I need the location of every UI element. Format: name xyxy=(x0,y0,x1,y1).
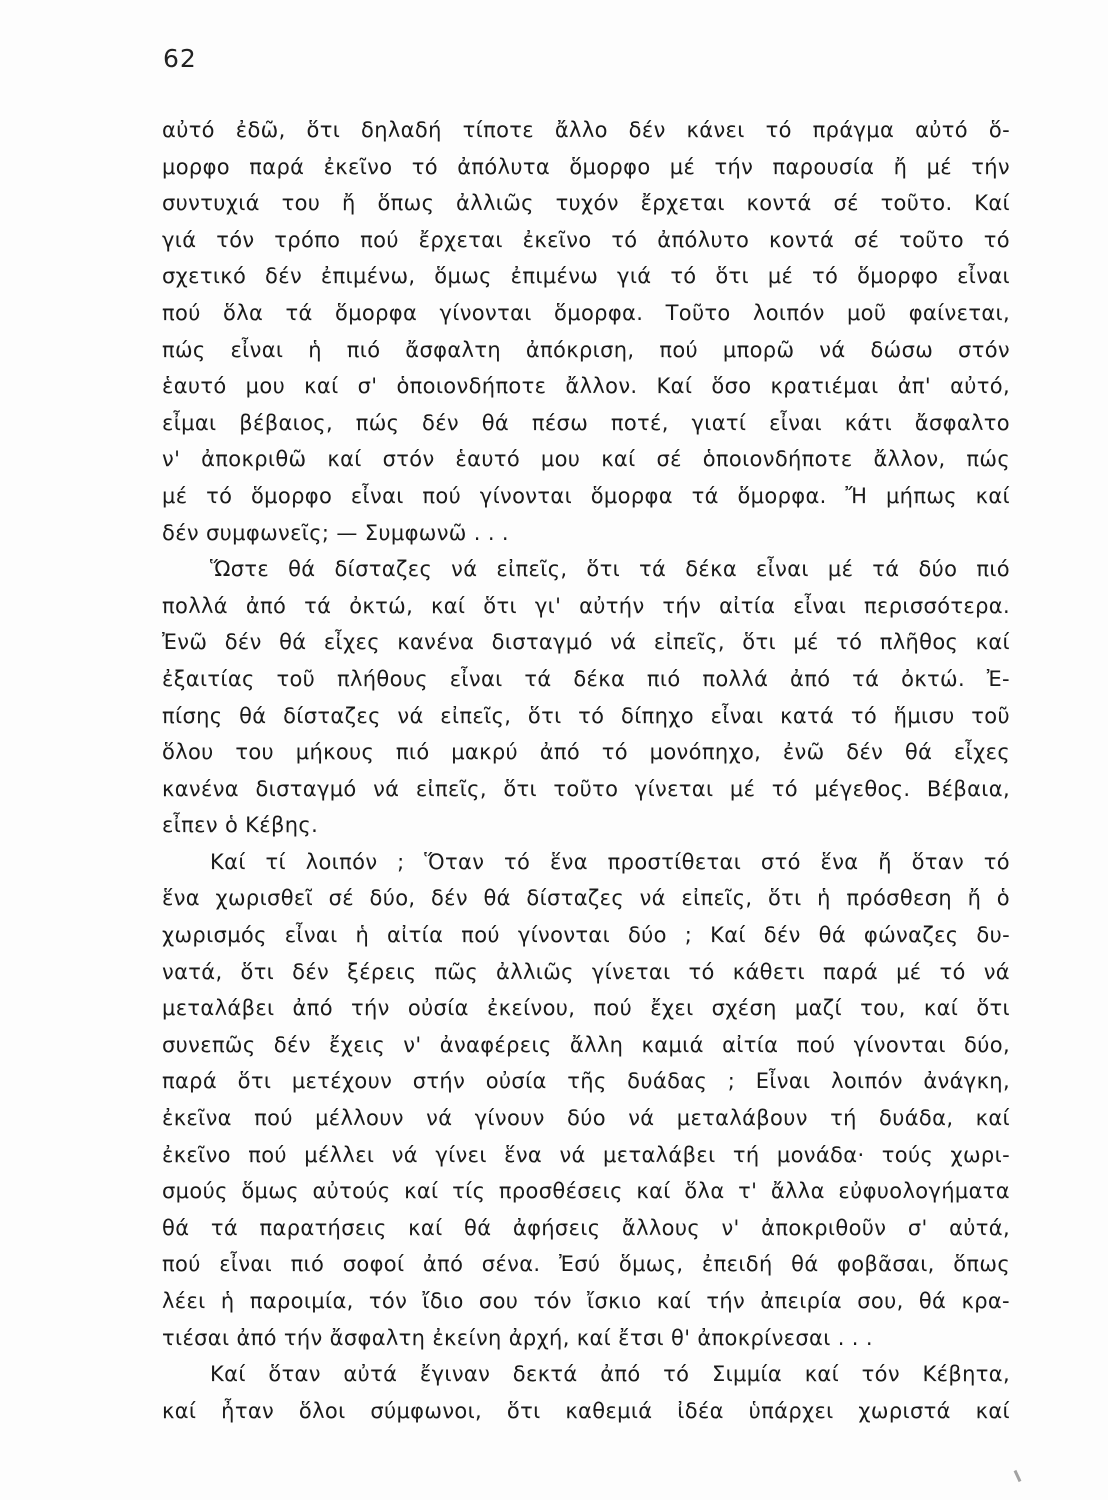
text-line: ἑαυτό μου καί σ' ὁποιονδήποτε ἄλλον. Καί ὅσο κρατιέμαι ἀπ' αὐτό, xyxy=(162,374,1010,399)
scan-mark xyxy=(1014,1470,1022,1482)
text-line: μορφο παρά ἐκεῖνο τό ἀπόλυτα ὅμορφο μέ τήν παρουσία ἤ μέ τήν xyxy=(162,154,1010,179)
text-line: Καί ὅταν αὐτά ἔγιναν δεκτά ἀπό τό Σιμμία καί τόν Κέβητα, xyxy=(210,1362,1010,1387)
text-line: γιά τόν τρόπο πού ἔρχεται ἐκεῖνο τό ἀπόλυτο κοντά σέ τοῦτο τό xyxy=(162,227,1010,252)
text-line: συνεπῶς δέν ἔχεις ν' ἀναφέρεις ἄλλη καμιά αἰτία πού γίνονται δύο, xyxy=(162,1032,1010,1057)
text-line: κανένα δισταγμό νά εἰπεῖς, ὅτι τοῦτο γίνεται μέ τό μέγεθος. Βέβαια, xyxy=(162,776,1010,801)
text-line: δέν συμφωνεῖς; — Συμφωνῶ . . . xyxy=(162,520,509,545)
text-line: σχετικό δέν ἐπιμένω, ὅμως ἐπιμένω γιά τό ὅτι μέ τό ὅμορφο εἶναι xyxy=(162,264,1010,289)
body-text xyxy=(162,112,1010,1429)
text-line: σμούς ὅμως αὐτούς καί τίς προσθέσεις καί ὅλα τ' ἄλλα εὐφυολογήματα xyxy=(162,1179,1010,1204)
text-line: ἐκεῖνα πού μέλλουν νά γίνουν δύο νά μεταλάβουν τή δυάδα, καί xyxy=(162,1106,1010,1131)
text-line: μέ τό ὅμορφο εἶναι πού γίνονται ὅμορφα τά ὅμορφα. Ἤ μήπως καί xyxy=(162,483,1010,508)
text-line: ν' ἀποκριθῶ καί στόν ἑαυτό μου καί σέ ὁποιονδήποτε ἄλλον, πώς xyxy=(162,447,1010,472)
text-line: αὐτό ἐδῶ, ὅτι δηλαδή τίποτε ἄλλο δέν κάνει τό πράγμα αὐτό ὅ- xyxy=(162,118,1010,142)
text-line: ὅλου του μήκους πιό μακρύ ἀπό τό μονόπηχο, ἐνῶ δέν θά εἶχες xyxy=(162,740,1010,765)
text-line: ἐκεῖνο πού μέλλει νά γίνει ἕνα νά μεταλάβει τή μονάδα· τούς χωρι- xyxy=(162,1142,1010,1167)
text-line: καί ἦταν ὅλοι σύμφωνοι, ὅτι καθεμιά ἰδέα ὑπάρχει χωριστά καί xyxy=(162,1398,1010,1423)
text-line: λέει ἡ παροιμία, τόν ἴδιο σου τόν ἴσκιο καί τήν ἀπειρία σου, θά κρα- xyxy=(162,1289,1010,1313)
page-number: 62 xyxy=(163,44,197,73)
text-line: νατά, ὅτι δέν ξέρεις πῶς ἀλλιῶς γίνεται τό κάθετι παρά μέ τό νά xyxy=(162,959,1010,984)
text-line: Ὥστε θά δίσταζες νά εἰπεῖς, ὅτι τά δέκα εἶναι μέ τά δύο πιό xyxy=(210,557,1010,582)
text-line: θά τά παρατήσεις καί θά ἀφήσεις ἄλλους ν' ἀποκριθοῦν σ' αὐτά, xyxy=(162,1215,1010,1240)
text-line: πού εἶναι πιό σοφοί ἀπό σένα. Ἐσύ ὅμως, ἐπειδή θά φοβᾶσαι, ὅπως xyxy=(162,1252,1010,1277)
text-line: εἶμαι βέβαιος, πώς δέν θά πέσω ποτέ, γιατί εἶναι κάτι ἄσφαλτο xyxy=(162,410,1010,435)
text-line: ἕνα χωρισθεῖ σέ δύο, δέν θά δίσταζες νά εἰπεῖς, ὅτι ἡ πρόσθεση ἤ ὁ xyxy=(162,886,1010,911)
text-line: παρά ὅτι μετέχουν στήν οὐσία τῆς δυάδας ; Εἶναι λοιπόν ἀνάγκη, xyxy=(162,1069,1010,1094)
text-line: μεταλάβει ἀπό τήν οὐσία ἐκείνου, πού ἔχει σχέση μαζί του, καί ὅτι xyxy=(162,996,1010,1021)
text-line: τιέσαι ἀπό τήν ἄσφαλτη ἐκείνη ἀρχή, καί ἔτσι θ' ἀποκρίνεσαι . . . xyxy=(162,1325,873,1350)
text-line: πίσης θά δίσταζες νά εἰπεῖς, ὅτι τό δίπηχο εἶναι κατά τό ἥμισυ τοῦ xyxy=(162,703,1010,728)
text-line: εἶπεν ὁ Κέβης. xyxy=(162,813,319,838)
text-line: πολλά ἀπό τά ὀκτώ, καί ὅτι γι' αὐτήν τήν αἰτία εἶναι περισσότερα. xyxy=(162,593,1010,618)
text-line: πού ὅλα τά ὅμορφα γίνονται ὅμορφα. Τοῦτο λοιπόν μοῦ φαίνεται, xyxy=(162,300,1010,325)
text-line: πώς εἶναι ἡ πιό ἄσφαλτη ἀπόκριση, πού μπορῶ νά δώσω στόν xyxy=(162,337,1010,362)
text-line: Καί τί λοιπόν ; Ὅταν τό ἕνα προστίθεται στό ἕνα ἤ ὅταν τό xyxy=(210,849,1010,874)
text-line: Ἐνῶ δέν θά εἶχες κανένα δισταγμό νά εἰπεῖς, ὅτι μέ τό πλῆθος καί xyxy=(162,630,1010,655)
text-line: συντυχιά του ἤ ὅπως ἀλλιῶς τυχόν ἔρχεται κοντά σέ τοῦτο. Καί xyxy=(162,191,1010,216)
text-line: ἐξαιτίας τοῦ πλήθους εἶναι τά δέκα πιό πολλά ἀπό τά ὀκτώ. Ἐ- xyxy=(162,666,1010,691)
text-line: χωρισμός εἶναι ἡ αἰτία πού γίνονται δύο ; Καί δέν θά φώναζες δυ- xyxy=(162,923,1010,948)
